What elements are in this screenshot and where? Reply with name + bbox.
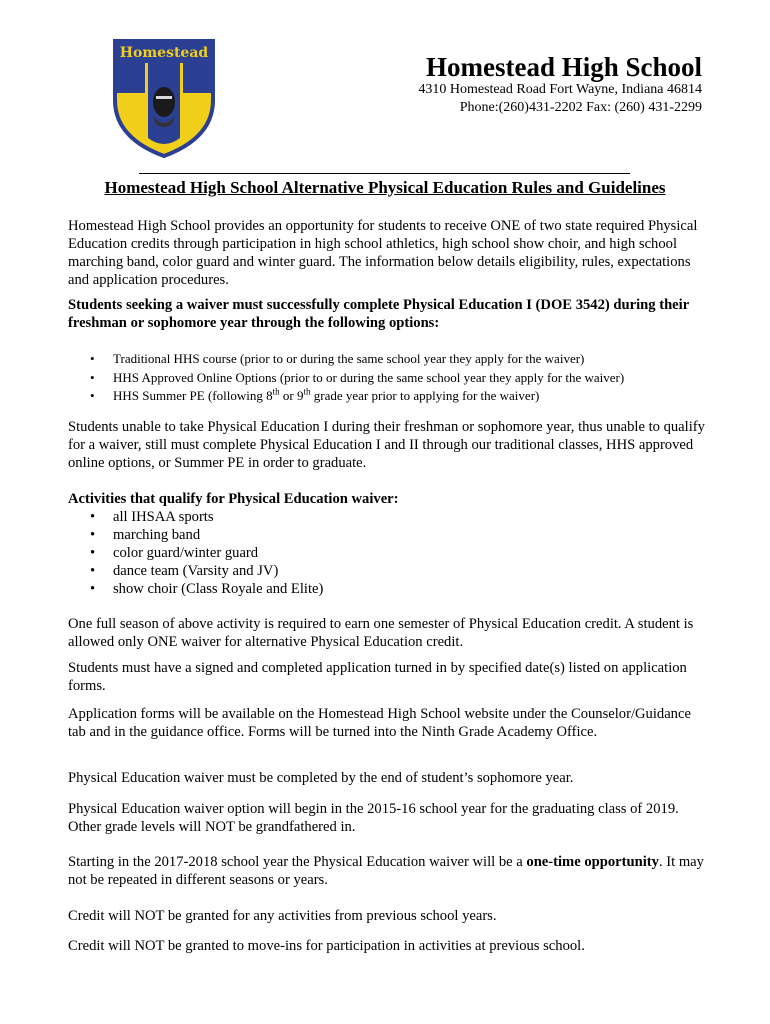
school-address: 4310 Homestead Road Fort Wayne, Indiana 46814 bbox=[418, 82, 702, 97]
start-year-paragraph: Physical Education waiver option will begin in the 2015-16 school year for the graduating class of 2019. Other grade levels will NOT be grandfathered in. bbox=[68, 801, 679, 835]
list-item: • color guard/winter guard bbox=[68, 544, 708, 562]
options-list bbox=[68, 350, 708, 406]
season-paragraph: One full season of above activity is required to earn one semester of Physical Education credit. A student is allowed only ONE waiver for alternative Physical Education credit. bbox=[68, 616, 694, 650]
activities-heading: Activities that qualify for Physical Education waiver: bbox=[68, 491, 399, 507]
credit-previous-years-paragraph: Credit will NOT be granted for any activities from previous school years. bbox=[68, 908, 497, 924]
list-item: • HHS Approved Online Options (prior to or during the same school year they apply for the waiver) bbox=[68, 369, 708, 388]
application-forms-paragraph: Application forms will be available on the Homestead High School website under the Counselor/Guidance tab and in the guidance office. Forms will be turned into the Ninth Grade Academy Office. bbox=[68, 706, 691, 740]
signed-application-paragraph: Students must have a signed and completed application turned in by specified date(s) listed on application forms. bbox=[68, 660, 687, 694]
list-item: • HHS Summer PE (following 8th or 9th grade year prior to applying for the waiver) bbox=[68, 387, 708, 406]
unable-paragraph: Students unable to take Physical Education I during their freshman or sophomore year, thus unable to qualify for a waiver, still must complete Physical Education I and II through our traditional classes, HHS approved online options, or Summer PE in order to graduate. bbox=[68, 419, 705, 471]
logo-text: Homestead bbox=[119, 45, 209, 61]
document-title: Homestead High School Alternative Physical Education Rules and Guidelines bbox=[104, 178, 666, 197]
list-item: • Traditional HHS course (prior to or during the same school year they apply for the waiver) bbox=[68, 350, 708, 369]
activities-list bbox=[68, 508, 708, 598]
intro-paragraph: Homestead High School provides an opportunity for students to receive ONE of two state required Physical Education credits through participation in high school athletics, high school show choir, and high school marching band, color guard and winter guard. The information below details eligibility, rules, expectations and application procedures. bbox=[68, 218, 698, 288]
sophomore-deadline-paragraph: Physical Education waiver must be completed by the end of student’s sophomore year. bbox=[68, 770, 574, 786]
homestead-crest-logo bbox=[112, 38, 216, 158]
credit-move-ins-paragraph: Credit will NOT be granted to move-ins for participation in activities at previous school. bbox=[68, 938, 585, 954]
list-item: • show choir (Class Royale and Elite) bbox=[68, 580, 708, 598]
school-name: Homestead High School bbox=[425, 52, 702, 82]
requirement-heading: Students seeking a waiver must successfully complete Physical Education I (DOE 3542) during their freshman or sophomore year through the following options: bbox=[68, 297, 689, 331]
list-item: • dance team (Varsity and JV) bbox=[68, 562, 708, 580]
header-divider bbox=[139, 173, 630, 174]
school-phone-fax: Phone:(260)431-2202 Fax: (260) 431-2299 bbox=[459, 100, 702, 115]
list-item: • all IHSAA sports bbox=[68, 508, 708, 526]
list-item: • marching band bbox=[68, 526, 708, 544]
one-time-paragraph: Starting in the 2017-2018 school year the Physical Education waiver will be a one-time opportunity. It may not be repeated in different seasons or years. bbox=[68, 854, 704, 888]
